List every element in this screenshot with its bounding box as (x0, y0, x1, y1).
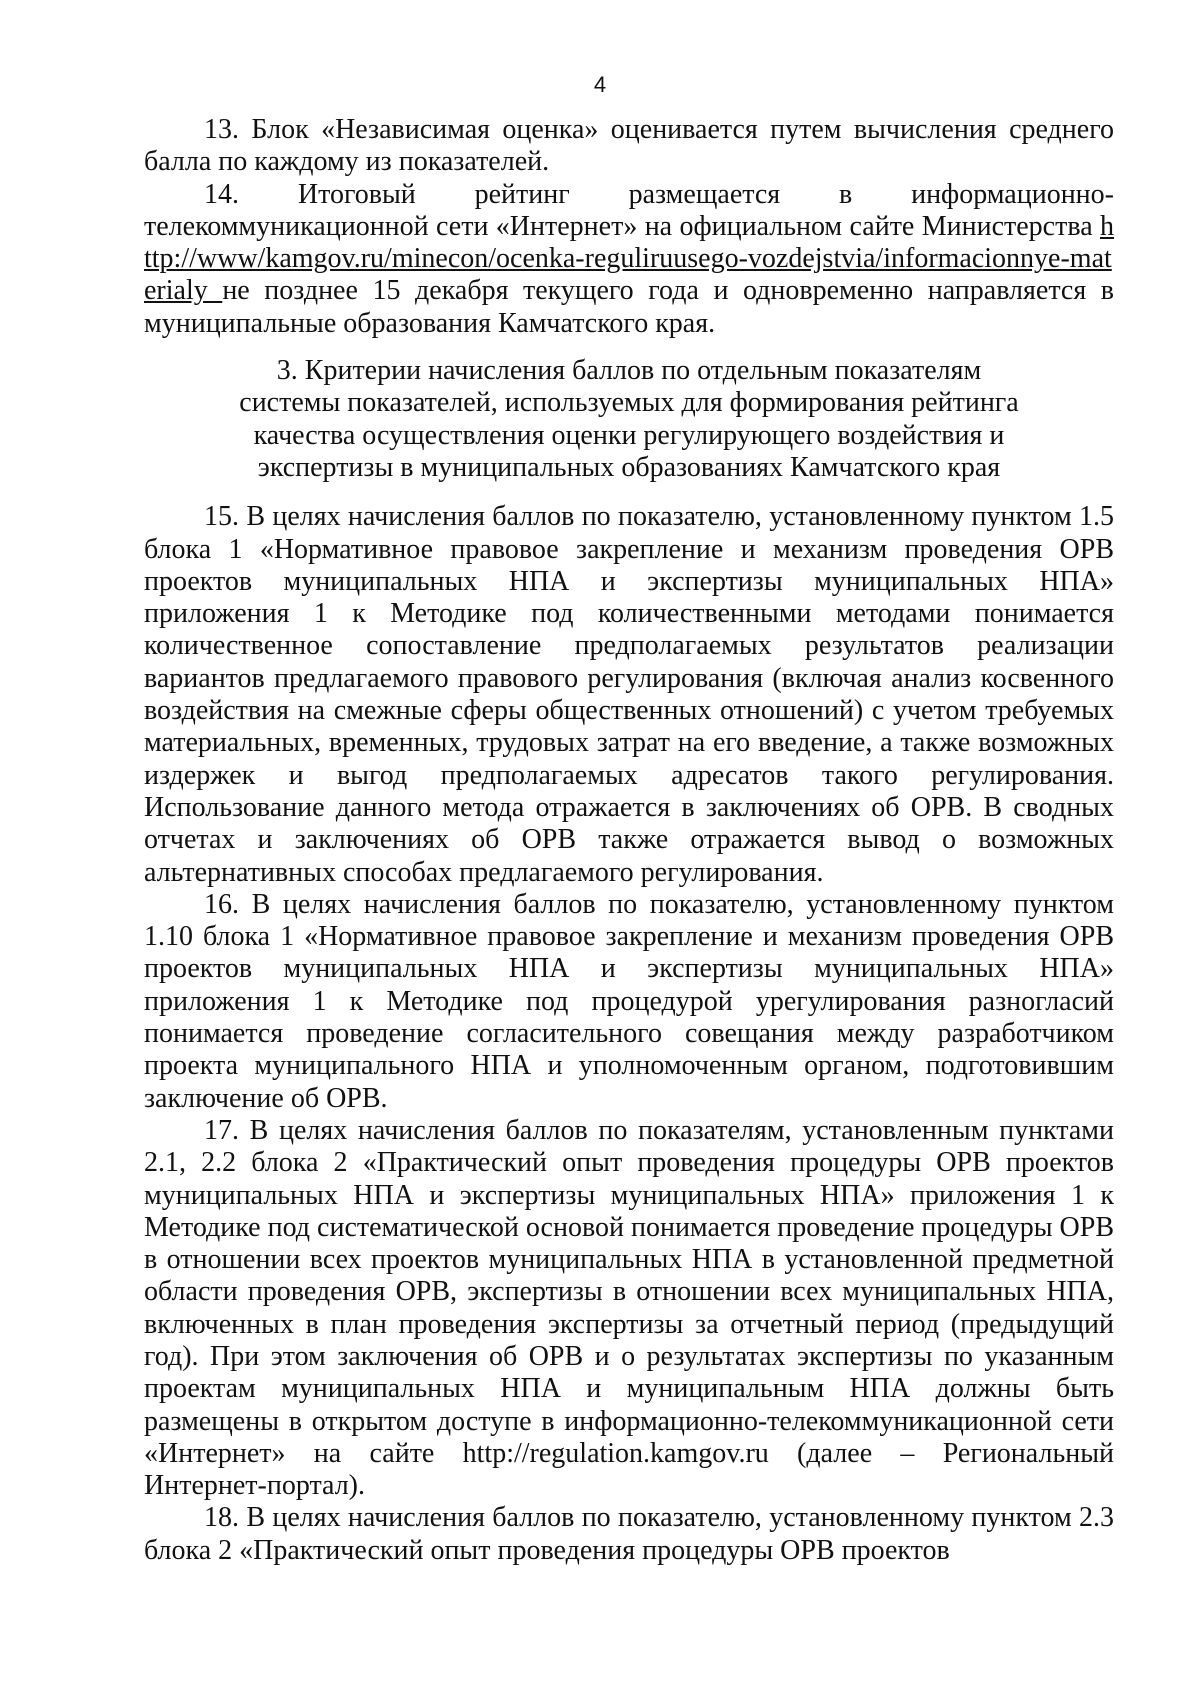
paragraph-14-text-before: 14. Итоговый рейтинг размещается в информационно-телекоммуникационной сети «Интернет» на официальном сайте Министерства (144, 178, 1114, 242)
paragraph-14-text-after: не позднее 15 декабря текущего года и одновременно направляется в муниципальные образования Камчатского края. (144, 275, 1114, 339)
paragraph-13: 13. Блок «Независимая оценка» оценивается путем вычисления среднего балла по каждому из показателей. (144, 114, 1114, 178)
ministry-website-link[interactable]: http://www/kamgov.ru/minecon/ocenka-reguliruusego-vozdejstvia/informacionnye-materialy (144, 210, 1114, 307)
paragraph-15: 15. В целях начисления баллов по показателю, установленному пунктом 1.5 блока 1 «Нормативное правовое закрепление и механизм проведения ОРВ проектов муниципальных НПА и экспертизы муниципальных НПА» приложения 1 к Методике под количественными методами понимается количественное сопоставление предполагаемых результатов реализации вариантов предлагаемого правового регулирования (включая анализ косвенного воздействия на смежные сферы общественных отношений) с учетом требуемых материальных, временных, трудовых затрат на его введение, а также возможных издержек и выгод предполагаемых адресатов такого регулирования. Использование данного метода отражается в заключениях об ОРВ. В сводных отчетах и заключениях об ОРВ также отражается вывод о возможных альтернативных способах предлагаемого регулирования. (144, 501, 1114, 888)
section-heading: 3. Критерии начисления баллов по отдельным показателям системы показателей, используемых для формирования рейтинга качества осуществления оценки регулирующего воздействия и экспертизы в муниципальных образованиях Камчатского края (239, 355, 1019, 483)
paragraph-16: 16. В целях начисления баллов по показателю, установленному пунктом 1.10 блока 1 «Нормативное правовое закрепление и механизм проведения ОРВ проектов муниципальных НПА и экспертизы муниципальных НПА» приложения 1 к Методике под процедурой урегулирования разногласий понимается проведение согласительного совещания между разработчиком проекта муниципального НПА и уполномоченным органом, подготовившим заключение об ОРВ. (144, 888, 1114, 1114)
paragraph-14 (144, 179, 1114, 340)
paragraph-17: 17. В целях начисления баллов по показателям, установленным пунктами 2.1, 2.2 блока 2 «Практический опыт проведения процедуры ОРВ проектов муниципальных НПА и экспертизы муниципальных НПА» приложения 1 к Методике под систематической основой понимается проведение процедуры ОРВ в отношении всех проектов муниципальных НПА в установленной предметной области проведения ОРВ, экспертизы в отношении всех муниципальных НПА, включенных в план проведения экспертизы за отчетный период (предыдущий год). При этом заключения об ОРВ и о результатах экспертизы по указанным проектам муниципальных НПА и муниципальным НПА должны быть размещены в открытом доступе в информационно-телекоммуникационной сети «Интернет» на сайте http://regulation.kamgov.ru (далее – Региональный Интернет-портал). (144, 1114, 1114, 1502)
page-number: 4 (593, 72, 607, 97)
paragraph-18: 18. В целях начисления баллов по показателю, установленному пунктом 2.3 блока 2 «Практический опыт проведения процедуры ОРВ проектов (144, 1502, 1114, 1566)
document-body (144, 114, 1114, 1567)
